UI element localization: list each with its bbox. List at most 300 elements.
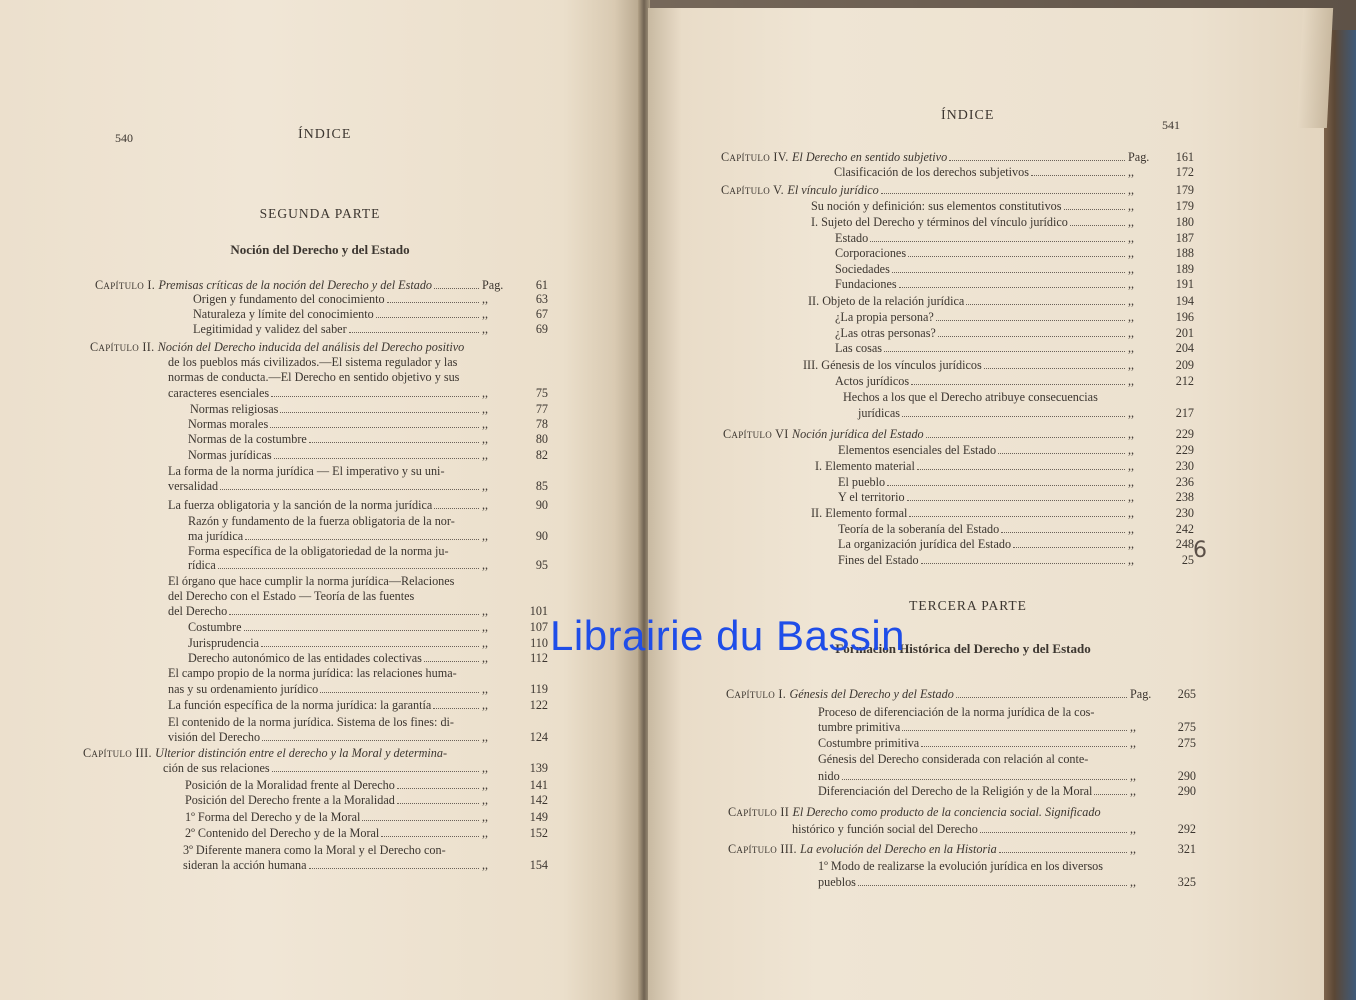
toc-right-entry (843, 390, 1148, 406)
leader-dots (320, 692, 479, 693)
page-ref: 101 (529, 604, 548, 618)
toc-left-entry (183, 858, 548, 874)
leader-dots (999, 852, 1127, 853)
page-ref: 265 (1177, 687, 1196, 701)
leader-dots (381, 836, 479, 837)
entry-title: Las cosas (835, 341, 883, 355)
page-ref: 212 (1175, 374, 1194, 388)
toc-right-entry (818, 875, 1196, 891)
page-prefix: ,, (482, 417, 489, 431)
leader-dots (921, 746, 1127, 747)
entry-title: rídica (188, 558, 216, 572)
toc-right-entry (835, 246, 1194, 262)
page-ref: 69 (535, 322, 548, 336)
entry-title: nas y su ordenamiento jurídico (168, 682, 319, 696)
leader-dots (433, 708, 479, 709)
page-ref: 275 (1177, 720, 1196, 734)
page-ref: 90 (535, 498, 548, 512)
toc-right-entry (835, 341, 1194, 357)
entry-title: II. Objeto de la relación jurídica (808, 294, 965, 308)
leader-dots (1031, 175, 1125, 176)
leader-dots (262, 740, 479, 741)
entry-title: Capítulo II. Noción del Derecho inducida del análisis del Derecho positivo (90, 340, 465, 354)
entry-title: I. Elemento material (815, 459, 915, 473)
leader-dots (936, 320, 1125, 321)
toc-right-entry (803, 358, 1194, 374)
page-prefix: ,, (482, 761, 489, 775)
page-ref: 122 (529, 698, 548, 712)
entry-title: Estado (835, 231, 869, 245)
entry-title: ción de sus relaciones (163, 761, 270, 775)
page-ref: 112 (530, 651, 548, 665)
page-ref: 110 (530, 636, 548, 650)
page-ref: 67 (535, 307, 548, 321)
leader-dots (349, 332, 479, 333)
page-ref: 75 (535, 386, 548, 400)
toc-left-entry (168, 589, 485, 605)
toc-left-entry (168, 666, 485, 682)
page-ref: 248 (1175, 537, 1194, 551)
toc-right-entry (838, 490, 1194, 506)
entry-title: El contenido de la norma jurídica. Sistema de los fines: di- (168, 715, 454, 729)
entry-title: I. Sujeto del Derecho y términos del vínculo jurídico (811, 215, 1068, 229)
entry-title: del Derecho (168, 604, 228, 618)
entry-title: Sociedades (835, 262, 890, 276)
leader-dots (218, 568, 479, 569)
toc-left-entry (168, 479, 548, 495)
left-page (0, 0, 640, 1000)
leader-dots (949, 160, 1125, 161)
chapter-label: Capítulo II (728, 805, 793, 819)
page-prefix: ,, (482, 698, 489, 712)
page-ref: 230 (1175, 459, 1194, 473)
chapter-label: Capítulo III. (728, 842, 801, 856)
entry-title: ¿Las otras personas? (835, 326, 936, 340)
page-prefix: ,, (1130, 769, 1137, 783)
page-prefix: ,, (1128, 553, 1135, 567)
toc-left-entry (185, 826, 548, 842)
leader-dots (271, 396, 479, 397)
toc-right-entry (811, 199, 1194, 215)
entry-title: Origen y fundamento del conocimiento (193, 292, 385, 306)
page-ref: 275 (1177, 736, 1196, 750)
page-prefix: ,, (1128, 341, 1135, 355)
toc-right-entry (818, 784, 1196, 800)
entry-title: caracteres esenciales (168, 386, 270, 400)
leader-dots (424, 661, 479, 662)
entry-title: 1º Modo de realizarse la evolución jurídica en los diversos (818, 859, 1104, 873)
entry-title: Forma específica de la obligatoriedad de la norma ju- (188, 544, 449, 558)
page-prefix: ,, (1128, 246, 1135, 260)
toc-right-entry (834, 165, 1194, 181)
page-prefix: ,, (482, 448, 489, 462)
toc-right-entry (835, 262, 1194, 278)
toc-right-entry (811, 506, 1194, 522)
page-prefix: ,, (1128, 262, 1135, 276)
toc-left-entry (163, 761, 548, 777)
toc-left-entry (90, 340, 490, 356)
entry-title: jurídicas (858, 406, 900, 420)
leader-dots (921, 563, 1125, 564)
entry-title: El campo propio de la norma jurídica: las relaciones huma- (168, 666, 457, 680)
entry-title: Elementos esenciales del Estado (838, 443, 997, 457)
page-ref: 61 (535, 278, 548, 292)
page-prefix: ,, (1128, 326, 1135, 340)
entry-title: Capítulo II El Derecho como producto de la conciencia social. Significado (728, 805, 1101, 819)
toc-right-entry (818, 752, 1158, 768)
page-ref: 25 (1181, 553, 1194, 567)
leader-dots (858, 885, 1127, 886)
chapter-label: Capítulo VI (723, 427, 792, 441)
toc-left-entry (193, 322, 548, 338)
page-ref: 82 (535, 448, 548, 462)
entry-title: versalidad (168, 479, 219, 493)
toc-left-entry (193, 292, 548, 308)
page-ref: 217 (1175, 406, 1194, 420)
leader-dots (887, 485, 1125, 486)
leader-dots (245, 539, 479, 540)
entry-title: II. Elemento formal (811, 506, 908, 520)
leader-dots (397, 803, 479, 804)
page-ref: 236 (1175, 475, 1194, 489)
handwritten-mark: 6 (1193, 538, 1207, 563)
page-ref: 63 (535, 292, 548, 306)
leader-dots (434, 508, 479, 509)
toc-left-entry (168, 730, 548, 746)
toc-right-entry (728, 805, 1158, 821)
entry-title: Naturaleza y límite del conocimiento (193, 307, 374, 321)
toc-right-entry (838, 522, 1194, 538)
toc-left-entry (188, 417, 548, 433)
toc-left-entry (168, 464, 485, 480)
page-prefix: ,, (1128, 459, 1135, 473)
toc-left-entry (168, 574, 485, 590)
page-ref: 229 (1175, 427, 1194, 441)
entry-title: Capítulo I. Génesis del Derecho y del Estado (726, 687, 954, 701)
entry-title: Capítulo III. Ulterior distinción entre el derecho y la Moral y determina- (83, 746, 448, 760)
entry-title: 1º Forma del Derecho y de la Moral (185, 810, 361, 824)
page-ref: 154 (529, 858, 548, 872)
entry-title: Fines del Estado (838, 553, 919, 567)
leader-dots (270, 427, 479, 428)
entry-title: La fuerza obligatoria y la sanción de la norma jurídica (168, 498, 433, 512)
page-prefix: ,, (482, 651, 489, 665)
entry-title: Teoría de la soberanía del Estado (838, 522, 1000, 536)
toc-left-entry (168, 604, 548, 620)
toc-right-entry (838, 553, 1194, 569)
leader-dots (244, 630, 480, 631)
page-prefix: ,, (1128, 443, 1135, 457)
page-ref: 290 (1177, 769, 1196, 783)
leader-dots (274, 458, 479, 459)
toc-right-entry (838, 475, 1194, 491)
page-ref: 179 (1175, 183, 1194, 197)
leader-dots (917, 469, 1125, 470)
page-ref: 325 (1177, 875, 1196, 889)
section-heading: TERCERA PARTE (909, 598, 1027, 613)
page-prefix: ,, (482, 810, 489, 824)
leader-dots (884, 351, 1125, 352)
toc-right-entry (835, 326, 1194, 342)
leader-dots (998, 453, 1125, 454)
toc-right-entry (815, 459, 1194, 475)
section-title: Noción del Derecho y del Estado (230, 242, 410, 257)
entry-title: Su noción y definición: sus elementos constitutivos (811, 199, 1062, 213)
entry-title: nido (818, 769, 840, 783)
entry-title: Normas religiosas (190, 402, 279, 416)
page-ref: 149 (529, 810, 548, 824)
page-prefix: ,, (482, 529, 489, 543)
toc-left-entry (188, 448, 548, 464)
chapter-label: Capítulo I. (95, 278, 159, 292)
leader-dots (907, 500, 1125, 501)
chapter-label: Capítulo V. (721, 183, 788, 197)
page-prefix: ,, (1128, 231, 1135, 245)
page-prefix: ,, (482, 604, 489, 618)
page-ref: 107 (529, 620, 548, 634)
leader-dots (908, 256, 1125, 257)
page-ref: 124 (529, 730, 548, 744)
section-heading: SEGUNDA PARTE (259, 206, 381, 221)
page-prefix: ,, (1128, 199, 1135, 213)
page-ref: 80 (535, 432, 548, 446)
page-prefix: ,, (1130, 720, 1137, 734)
page-prefix: Pag. (1130, 687, 1152, 701)
leader-dots (220, 489, 479, 490)
page-ref: 180 (1175, 215, 1194, 229)
page-ref: 209 (1175, 358, 1194, 372)
entry-title: Capítulo V. El vínculo jurídico (721, 183, 879, 197)
page-prefix: ,, (1128, 427, 1135, 441)
toc-left-entry (83, 746, 480, 762)
page-ref: 201 (1175, 326, 1194, 340)
toc-right-entry (835, 277, 1194, 293)
toc-right-entry (792, 822, 1196, 838)
entry-title: El órgano que hace cumplir la norma jurídica—Relaciones (168, 574, 455, 588)
entry-title: Jurisprudencia (188, 636, 260, 650)
watermark: Librairie du Bassin (550, 612, 906, 659)
chapter-label: Capítulo III. (83, 746, 156, 760)
toc-left-entry (185, 793, 548, 809)
leader-dots (899, 287, 1125, 288)
toc-right-entry (838, 443, 1194, 459)
page-ref: 238 (1175, 490, 1194, 504)
toc-left-entry (188, 651, 548, 667)
page-ref: 90 (535, 529, 548, 543)
page-prefix: ,, (1130, 842, 1137, 856)
page-ref: 77 (535, 402, 548, 416)
page-prefix: ,, (482, 793, 489, 807)
leader-dots (980, 832, 1127, 833)
leader-dots (1094, 794, 1127, 795)
toc-left-entry (185, 778, 548, 794)
page-ref: 85 (535, 479, 548, 493)
page-prefix: ,, (482, 322, 489, 336)
page-prefix: ,, (482, 479, 489, 493)
entry-title: histórico y función social del Derecho (792, 822, 978, 836)
toc-left-entry (193, 307, 548, 323)
page-prefix: ,, (482, 558, 489, 572)
page-ref: 119 (530, 682, 548, 696)
entry-title: 2º Contenido del Derecho y de la Moral (185, 826, 380, 840)
leader-dots (434, 288, 479, 289)
page-ref: 242 (1175, 522, 1194, 536)
page-prefix: ,, (1128, 294, 1135, 308)
chapter-label: Capítulo IV. (721, 150, 792, 164)
toc-left-entry (168, 386, 548, 402)
toc-left-entry (183, 843, 480, 859)
entry-title: Posición de la Moralidad frente al Derecho (185, 778, 395, 792)
toc-left-entry (188, 432, 548, 448)
toc-right-entry (818, 705, 1158, 721)
entry-title: Actos jurídicos (835, 374, 910, 388)
entry-title: normas de conducta.—El Derecho en sentido objetivo y sus (168, 370, 460, 384)
page-corner (1297, 8, 1333, 128)
entry-title: La organización jurídica del Estado (838, 537, 1012, 551)
page-number-right: 541 (1162, 118, 1180, 132)
toc-left-entry (188, 558, 548, 574)
page-prefix: ,, (1128, 490, 1135, 504)
toc-right-entry (838, 537, 1194, 553)
entry-title: Capítulo I. Premisas críticas de la noción del Derecho y del Estado (95, 278, 433, 292)
entry-title: Fundaciones (835, 277, 897, 291)
entry-title: Normas morales (188, 417, 269, 431)
entry-title: ¿La propia persona? (835, 310, 934, 324)
entry-title: Razón y fundamento de la fuerza obligatoria de la nor- (188, 514, 455, 528)
entry-title: pueblos (818, 875, 856, 889)
entry-title: del Derecho con el Estado — Teoría de las fuentes (168, 589, 415, 603)
entry-title: III. Génesis de los vínculos jurídicos (803, 358, 982, 372)
page-ref: 95 (535, 558, 548, 572)
entry-title: visión del Derecho (168, 730, 261, 744)
page-prefix: Pag. (1128, 150, 1150, 164)
toc-left-entry (168, 355, 490, 371)
toc-left-entry (168, 370, 490, 386)
leader-dots (902, 730, 1127, 731)
page-ref: 142 (529, 793, 548, 807)
page-ref: 194 (1175, 294, 1194, 308)
entry-title: Legitimidad y validez del saber (193, 322, 347, 336)
page-prefix: ,, (482, 432, 489, 446)
page-prefix: ,, (482, 778, 489, 792)
page-prefix: ,, (1128, 358, 1135, 372)
leader-dots (902, 416, 1125, 417)
page-ref: 196 (1175, 310, 1194, 324)
toc-right-entry (818, 720, 1196, 736)
page-ref: 292 (1177, 822, 1196, 836)
toc-right-entry (721, 183, 1194, 199)
leader-dots (261, 646, 479, 647)
right-page (648, 8, 1324, 1000)
entry-title: Hechos a los que el Derecho atribuye consecuencias (843, 390, 1098, 404)
entry-title: Proceso de diferenciación de la norma jurídica de la cos- (818, 705, 1095, 719)
entry-title: Normas jurídicas (188, 448, 272, 462)
page-ref: 189 (1175, 262, 1194, 276)
page-prefix: ,, (1128, 506, 1135, 520)
entry-title: Corporaciones (835, 246, 907, 260)
page-prefix: ,, (482, 682, 489, 696)
entry-title: 3º Diferente manera como la Moral y el Derecho con- (183, 843, 446, 857)
toc-right-entry (818, 859, 1158, 875)
page-ref: 152 (529, 826, 548, 840)
toc-right-entry (723, 427, 1194, 443)
page-prefix: ,, (482, 826, 489, 840)
leader-dots (1064, 209, 1126, 210)
toc-left-entry (168, 498, 548, 514)
page-prefix: ,, (1128, 475, 1135, 489)
toc-right-entry (808, 294, 1194, 310)
page-prefix: ,, (1128, 406, 1135, 420)
toc-left-entry (185, 810, 548, 826)
entry-title: Costumbre primitiva (818, 736, 920, 750)
page-prefix: ,, (482, 292, 489, 306)
entry-title: Derecho autonómico de las entidades colectivas (188, 651, 422, 665)
toc-right-entry (835, 374, 1194, 390)
leader-dots (1013, 547, 1125, 548)
entry-title: tumbre primitiva (818, 720, 901, 734)
entry-title: Costumbre (188, 620, 242, 634)
leader-dots (280, 412, 479, 413)
page-ref: 290 (1177, 784, 1196, 798)
page-prefix: ,, (1128, 165, 1135, 179)
toc-right-entry (811, 215, 1194, 231)
page-prefix: ,, (482, 498, 489, 512)
leader-dots (892, 272, 1125, 273)
leader-dots (229, 614, 479, 615)
toc-right-entry (726, 687, 1196, 703)
entry-title: Normas de la costumbre (188, 432, 307, 446)
leader-dots (870, 241, 1125, 242)
leader-dots (911, 384, 1125, 385)
page-prefix: ,, (1128, 277, 1135, 291)
leader-dots (387, 302, 479, 303)
page-ref: 191 (1175, 277, 1194, 291)
page-prefix: ,, (482, 636, 489, 650)
toc-right-entry (728, 842, 1196, 858)
entry-title: Capítulo IV. El Derecho en sentido subjetivo (721, 150, 948, 164)
toc-right-entry (835, 231, 1194, 247)
page-ref: 188 (1175, 246, 1194, 260)
page-prefix: ,, (1128, 310, 1135, 324)
entry-title: Y el territorio (838, 490, 905, 504)
leader-dots (842, 779, 1127, 780)
page-ref: 172 (1175, 165, 1194, 179)
chapter-label: Capítulo I. (726, 687, 790, 701)
page-prefix: ,, (1128, 183, 1135, 197)
leader-dots (309, 868, 479, 869)
page-prefix: ,, (1130, 875, 1137, 889)
toc-left-entry (168, 698, 548, 714)
section-title: Formación Histórica del Derecho y del Estado (835, 641, 1091, 656)
leader-dots (909, 516, 1125, 517)
page-prefix: ,, (1128, 522, 1135, 536)
page-prefix: ,, (482, 307, 489, 321)
toc-left-entry (188, 636, 548, 652)
toc-right-entry (721, 150, 1194, 166)
toc-left-entry (190, 402, 548, 418)
page-prefix: ,, (1128, 215, 1135, 229)
entry-title: La forma de la norma jurídica — El imperativo y su uni- (168, 464, 445, 478)
page-ref: 204 (1175, 341, 1194, 355)
entry-title: de los pueblos más civilizados.—El sistema regulador y las (168, 355, 458, 369)
entry-title: El pueblo (838, 475, 886, 489)
page-prefix: ,, (482, 620, 489, 634)
page-header-right: ÍNDICE (941, 108, 995, 123)
page-prefix: ,, (482, 858, 489, 872)
toc-left-entry (168, 715, 485, 731)
page-prefix: ,, (1130, 736, 1137, 750)
page-prefix: ,, (1128, 537, 1135, 551)
